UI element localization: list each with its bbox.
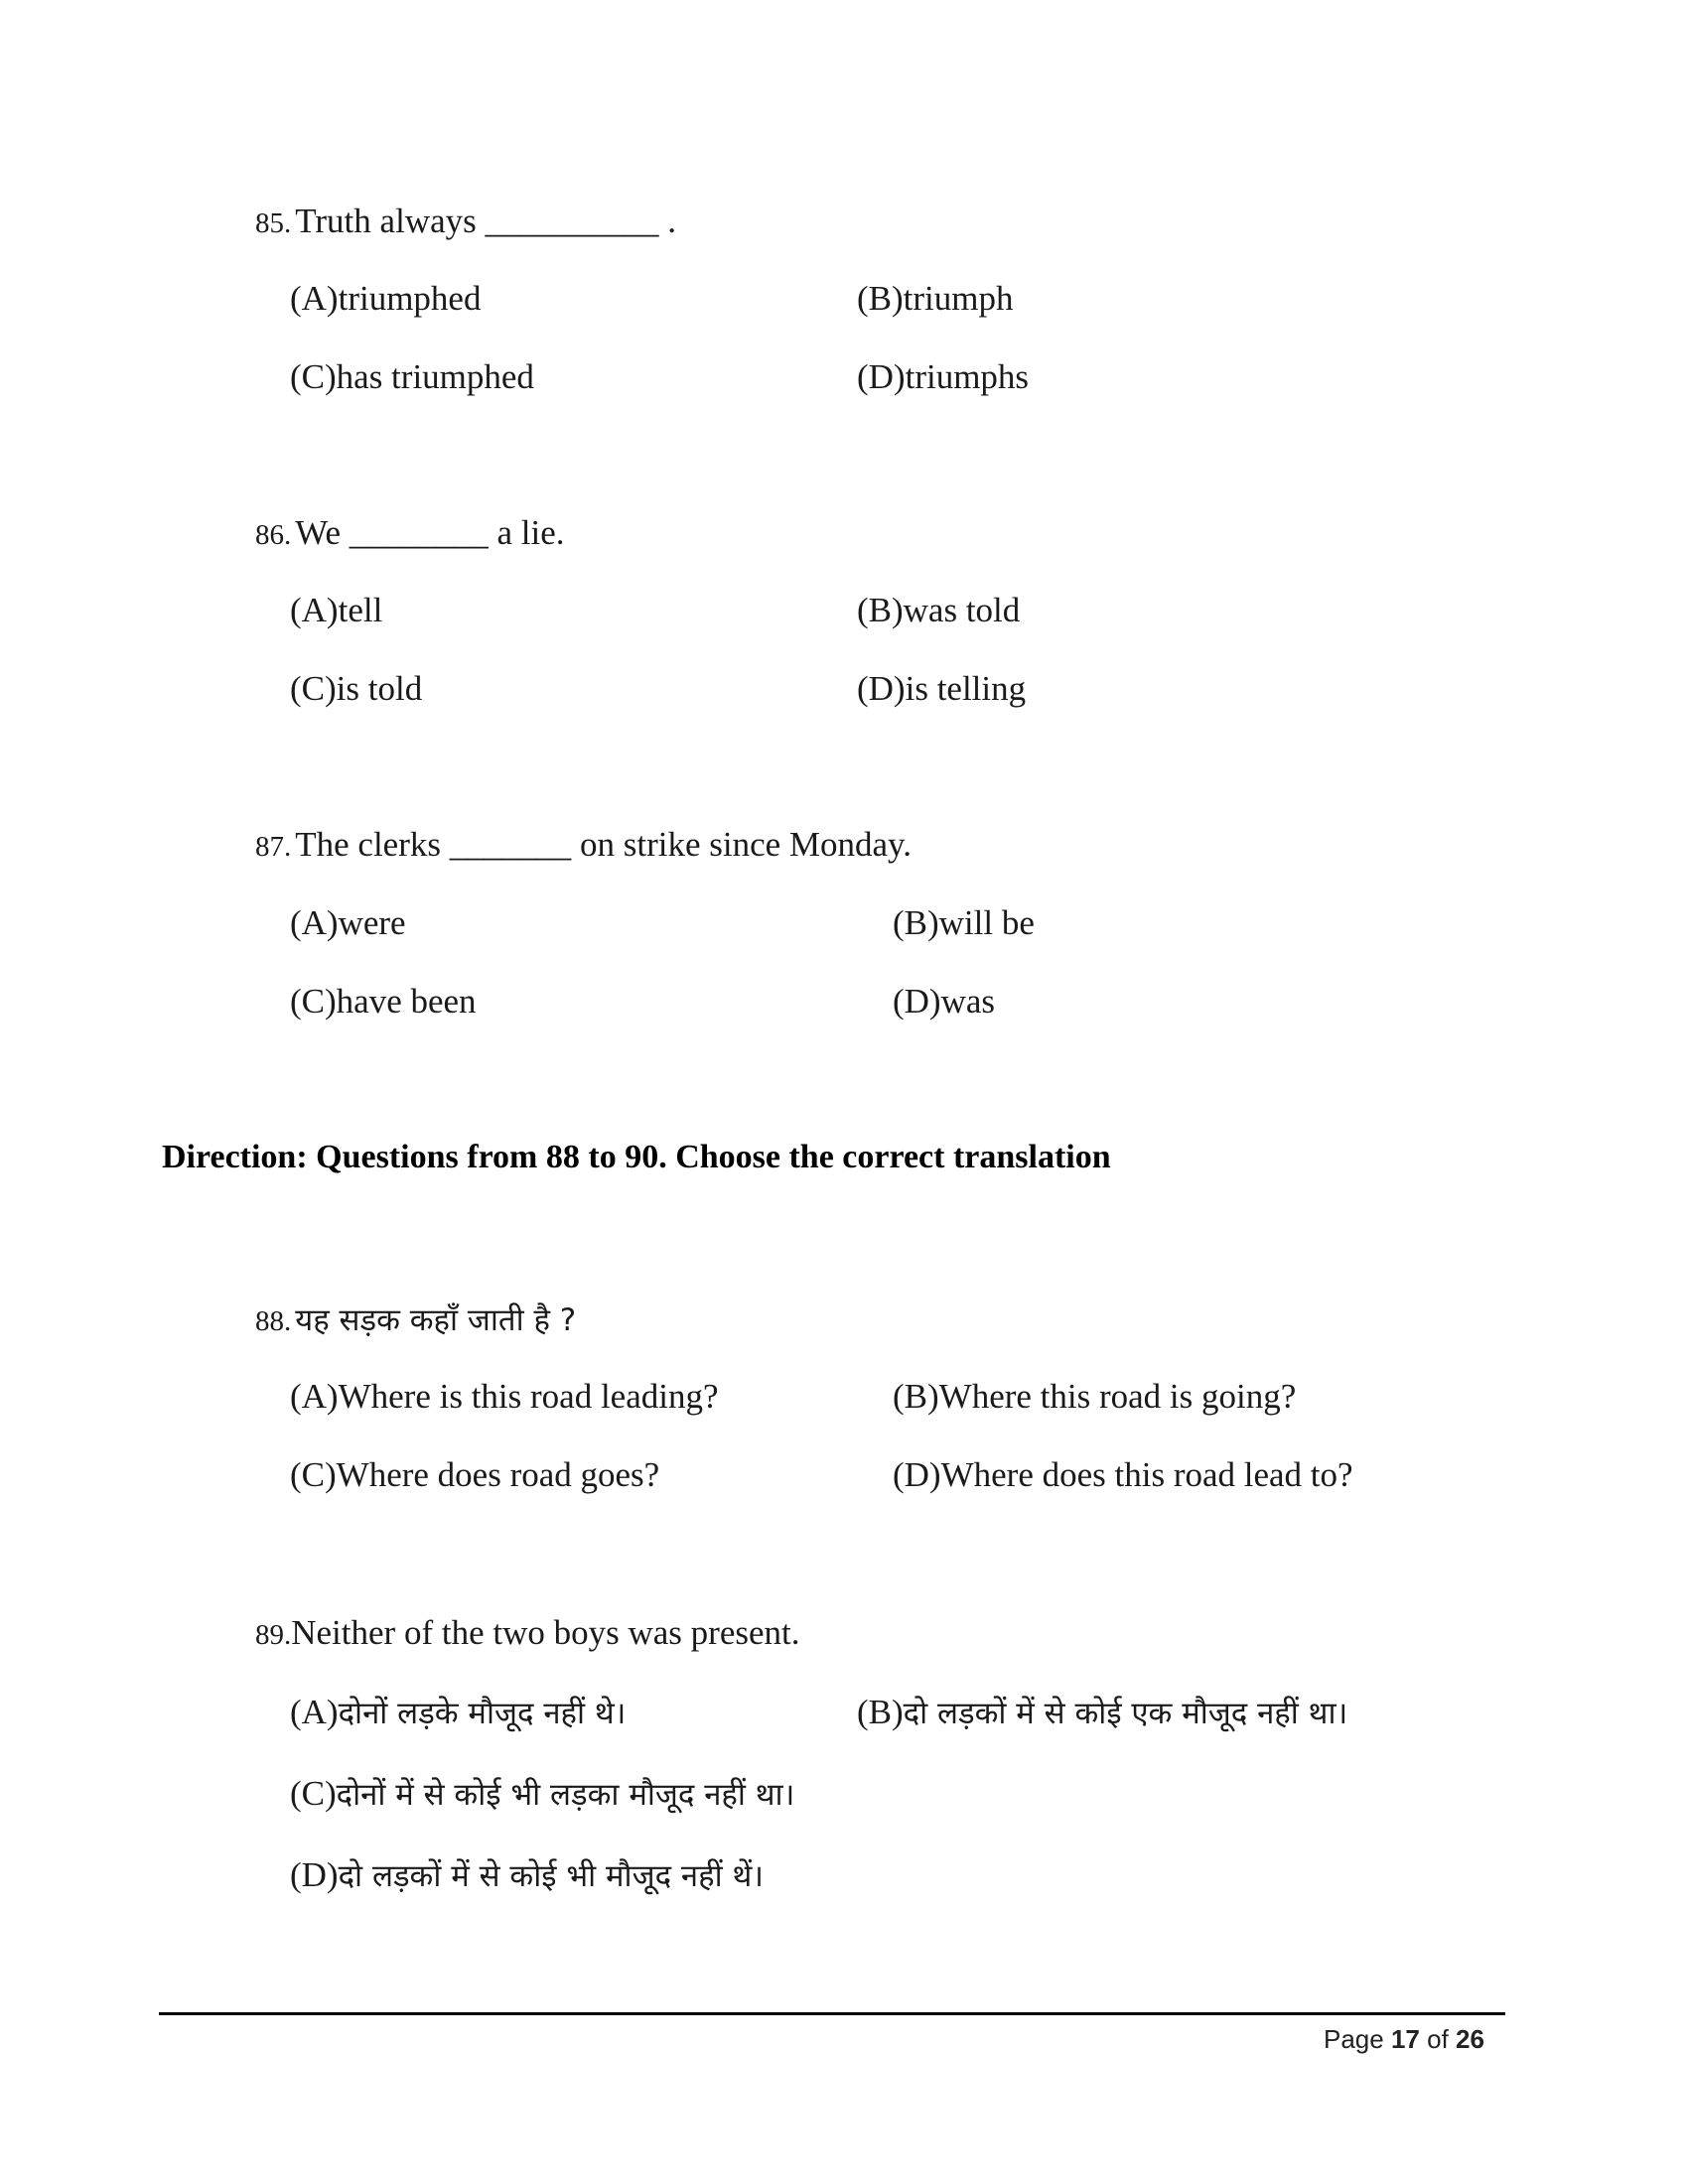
option-86-d[interactable]	[857, 669, 1026, 709]
option-text: will be	[938, 903, 1035, 942]
option-text: Where this road is going?	[938, 1377, 1297, 1416]
question-stem: We ________ a lie.	[295, 513, 565, 552]
page-total: 26	[1456, 2024, 1484, 2054]
option-letter: (C)	[290, 1774, 337, 1813]
option-letter: (A)	[290, 903, 339, 942]
option-text: is telling	[905, 669, 1027, 708]
question-89	[255, 1613, 799, 1653]
option-text: were	[338, 903, 406, 942]
question-stem: यह सड़क कहाँ जाती है ?	[295, 1302, 577, 1338]
option-letter: (D)	[290, 1855, 339, 1894]
option-86-c[interactable]	[290, 669, 422, 709]
option-letter: (B)	[893, 1377, 939, 1416]
option-87-b[interactable]	[893, 903, 1035, 943]
option-letter: (C)	[290, 982, 337, 1021]
option-88-d[interactable]	[893, 1455, 1353, 1495]
question-88	[255, 1298, 576, 1340]
option-87-c[interactable]	[290, 982, 477, 1022]
option-89-a[interactable]	[290, 1692, 626, 1733]
option-letter: (B)	[857, 279, 904, 318]
option-letter: (B)	[893, 903, 939, 942]
option-text: has triumphed	[336, 357, 534, 396]
option-text: was told	[903, 591, 1021, 629]
option-letter: (A)	[290, 279, 339, 318]
option-letter: (B)	[857, 1693, 904, 1731]
option-letter: (C)	[290, 1455, 337, 1494]
page-current: 17	[1390, 2024, 1420, 2054]
question-87	[255, 825, 912, 865]
option-text: Where does this road lead to?	[940, 1455, 1353, 1494]
option-letter: (C)	[290, 669, 337, 708]
option-85-d[interactable]	[857, 357, 1029, 397]
option-text: triumph	[903, 279, 1014, 318]
question-stem: Neither of the two boys was present.	[291, 1613, 800, 1652]
option-text: Where is this road leading?	[338, 1377, 719, 1416]
option-86-a[interactable]	[290, 591, 382, 630]
option-letter: (D)	[857, 357, 906, 396]
page-number	[1324, 2024, 1484, 2055]
option-text: triumphed	[338, 279, 482, 318]
option-85-c[interactable]	[290, 357, 534, 397]
option-88-a[interactable]	[290, 1377, 719, 1417]
option-text: दोनों लड़के मौजूद नहीं थे।	[338, 1696, 627, 1731]
question-number: 88.	[255, 1305, 292, 1337]
option-87-a[interactable]	[290, 903, 406, 943]
question-number: 87.	[255, 831, 292, 863]
question-stem: Truth always __________ .	[295, 202, 676, 240]
option-letter: (A)	[290, 1693, 339, 1731]
option-letter: (A)	[290, 1377, 339, 1416]
option-letter: (D)	[893, 982, 941, 1021]
option-text: Where does road goes?	[336, 1455, 660, 1494]
option-letter: (D)	[857, 669, 906, 708]
option-text: triumphs	[905, 357, 1030, 396]
option-text: tell	[338, 591, 383, 629]
option-text: is told	[336, 669, 423, 708]
question-stem: The clerks _______ on strike since Monday.	[295, 825, 913, 864]
option-87-d[interactable]	[893, 982, 995, 1022]
option-85-a[interactable]	[290, 279, 481, 319]
option-letter: (A)	[290, 591, 339, 629]
option-text: was	[940, 982, 996, 1021]
question-number: 85.	[255, 207, 292, 239]
option-text: दो लड़कों में से कोई एक मौजूद नहीं था।	[903, 1696, 1348, 1731]
of-label: of	[1427, 2024, 1449, 2054]
option-85-b[interactable]	[857, 279, 1013, 319]
footer-divider	[159, 2012, 1505, 2015]
option-86-b[interactable]	[857, 591, 1020, 630]
option-letter: (C)	[290, 357, 337, 396]
question-number: 89.	[255, 1619, 292, 1651]
option-letter: (D)	[893, 1455, 941, 1494]
option-text: दोनों में से कोई भी लड़का मौजूद नहीं था।	[336, 1777, 795, 1813]
question-85	[255, 202, 676, 241]
option-text: दो लड़कों में से कोई भी मौजूद नहीं थें।	[338, 1858, 765, 1894]
option-89-c[interactable]	[290, 1773, 794, 1815]
question-number: 86.	[255, 519, 292, 551]
direction-heading: Direction: Questions from 88 to 90. Choose the correct translation	[162, 1139, 1111, 1175]
option-88-c[interactable]	[290, 1455, 659, 1495]
option-letter: (B)	[857, 591, 904, 629]
option-88-b[interactable]	[893, 1377, 1296, 1417]
option-text: have been	[336, 982, 477, 1021]
page-label: Page	[1324, 2024, 1384, 2054]
question-86	[255, 513, 565, 553]
option-89-b[interactable]	[857, 1692, 1347, 1733]
option-89-d[interactable]	[290, 1854, 764, 1896]
